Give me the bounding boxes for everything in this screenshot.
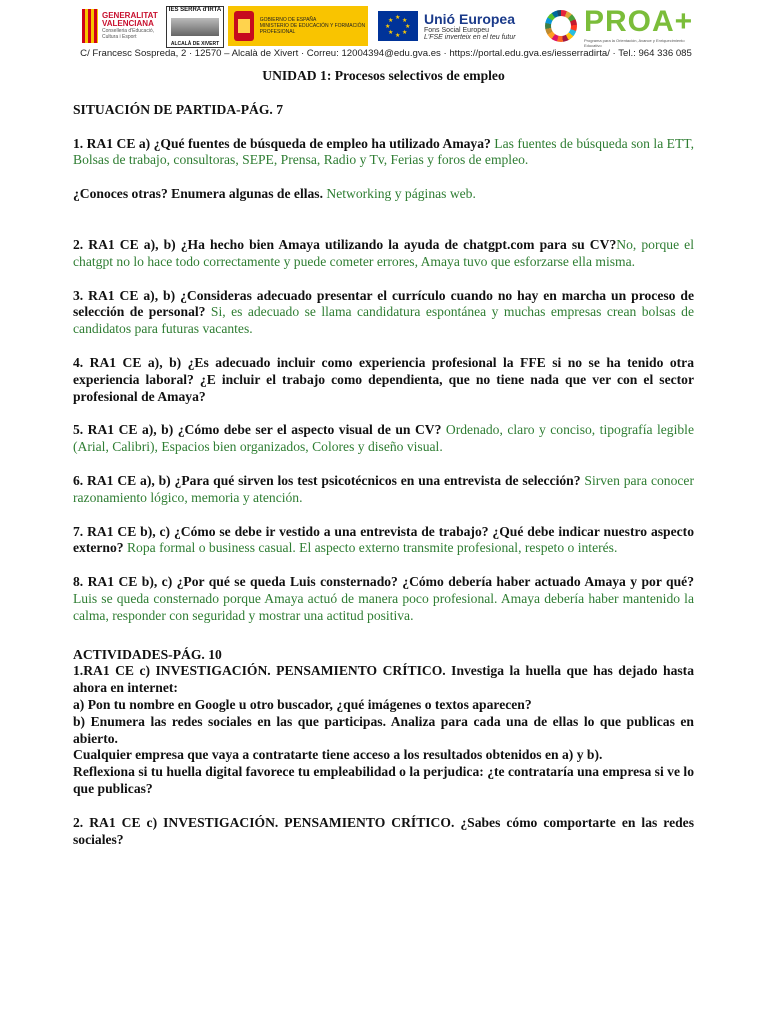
eu-title: Unió Europea [424,11,516,27]
activity-2: 2. RA1 CE c) INVESTIGACIÓN. PENSAMIENTO CRÍTICO. ¿Sabes cómo comportarte en las redes sociales? [73,814,694,847]
school-name: IES SERRA d'IRTA [168,7,222,13]
activity-1-line: b) Enumera las redes sociales en las que participas. Analiza para cada una de ellas lo que publicas en abierto. [73,713,694,746]
question-1b [73,186,694,203]
proa-logo [584,6,702,46]
document-body [73,68,694,848]
document-title: UNIDAD 1: Procesos selectivos de empleo [262,68,505,83]
section-heading-2: ACTIVIDADES-PÁG. 10 [73,646,222,662]
generalitat-sub-2: Cultura i Esport [102,34,137,40]
eu-motto: L'FSE inverteix en el teu futur [424,34,516,41]
question-8 [73,574,694,624]
question-text: 6. RA1 CE a), b) ¿Para qué sirven los test psicotécnicos en una entrevista de selección? [73,472,581,488]
question-1 [73,136,694,170]
answer-text: Ropa formal o business casual. El aspecto externo transmite profesional, respeto o interés. [123,540,618,556]
question-text: 5. RA1 CE a), b) ¿Cómo debe ser el aspecto visual de un CV? [73,422,442,438]
question-text: ¿Conoces otras? Enumera algunas de ellas. [73,186,323,202]
answer-text: Luis se queda consternado porque Amaya actuó de manera poco profesional. Amaya debería haber mantenido la calma, responder con seguridad y mostrar una actitud positiva. [73,590,694,623]
spain-coat-of-arms-icon [234,11,254,41]
question-4 [73,355,694,405]
answer-text: No, porque el chatgpt no lo hace todo correctamente y puede cometer errores, Amaya tuvo que esforzarse ella misma. [73,236,694,269]
school-address: C/ Francesc Sospreda, 2 · 12570 – Alcalà de Xivert · Correu: 12004394@edu.gva.es · https://portal.edu.gva.es/iesserradirta/ · Tel.: 964 336 085 [80,48,692,59]
question-text: 2. RA1 CE a), b) ¿Ha hecho bien Amaya utilizando la ayuda de chatgpt.com para su CV? [73,236,617,252]
ministry-line-1: GOBIERNO DE ESPAÑA [259,17,317,23]
answer-text: Networking y páginas web. [322,186,476,202]
activity-1-line: a) Pon tu nombre en Google u otro buscador, ¿qué imágenes o textos aparecen? [73,696,532,712]
answer-text: Si, es adecuado se llama candidatura espontánea y muchas empresas crean bolsas de candidatos para futuras vacantes. [73,304,694,337]
answer-text: Sirven para conocer razonamiento lógico, memoria y atención. [73,472,694,505]
generalitat-sub-1: Conselleria d'Educació, [102,28,155,34]
question-text: 3. RA1 CE a), b) ¿Consideras adecuado presentar el currículo cuando no hay en marcha un proceso de selección de personal? [73,287,694,320]
letterhead [70,4,702,62]
question-2 [73,237,694,271]
activity-1-line: Reflexiona si tu huella digital favorece tu empleabilidad o la perjudica: ¿te contrataría una empresa si ve lo que publicas? [73,764,694,796]
proa-name: PROA+ [584,5,694,38]
question-6 [73,473,694,507]
senyera-icon [82,9,98,43]
question-text: 1. RA1 CE a) ¿Qué fuentes de búsqueda de empleo ha utilizado Amaya? [73,135,491,151]
proa-tagline: Programa para la Orientación, Avance y Enriquecimiento Educativo [584,38,685,48]
sdg-wheel-icon [542,6,580,46]
generalitat-name-2: VALENCIANA [102,19,154,28]
question-5 [73,422,694,456]
answer-text: Las fuentes de búsqueda son la ETT, Bolsas de trabajo, consultoras, SEPE, Prensa, Radio y Tv, Ferias y foros de empleo. [73,135,694,168]
ministry-logo [228,6,368,46]
generalitat-name-1: GENERALITAT [102,11,158,20]
question-text: 4. RA1 CE a), b) ¿Es adecuado incluir como experiencia profesional la FFE si no se ha tenido otra experiencia laboral? ¿E incluir el trabajo como dependienta, que no tiene nada que ver con el sector profesional de Amaya? [73,354,694,404]
section-heading-1: SITUACIÓN DE PARTIDA-PÁG. 7 [73,101,283,117]
school-image-icon [171,18,219,36]
school-logo [166,6,224,48]
school-place: ALCALÀ DE XIVERT [170,41,220,47]
question-text: 8. RA1 CE b), c) ¿Por qué se queda Luis consternado? ¿Cómo debería haber actuado Amaya y por qué? [73,574,694,590]
activity-1-line: 1.RA1 CE c) INVESTIGACIÓN. PENSAMIENTO CRÍTICO. Investiga la huella que has dejado hasta ahora en internet: [73,663,694,696]
generalitat-logo [82,6,162,46]
question-text: 7. RA1 CE b), c) ¿Cómo se debe ir vestido a una entrevista de trabajo? ¿Qué debe indicar nuestro aspecto externo? [73,523,694,556]
activity-1-line: Cualquier empresa que vaya a contratarte tiene acceso a los resultados obtenidos en a) y b). [73,747,603,763]
question-7 [73,524,694,558]
eu-logo [378,6,538,46]
question-3 [73,288,694,338]
ministry-line-2: MINISTERIO DE EDUCACIÓN Y FORMACIÓN PROFESIONAL [259,23,366,35]
eu-fund: Fons Social Europeu [424,27,489,34]
logo-strip [70,4,702,46]
eu-flag-icon: ★ ★ ★ ★ ★ ★ ★ ★ [378,11,418,41]
answer-text: Ordenado, claro y conciso, tipografía legible (Arial, Calibri), Espacios bien organizados, Colores y diseño visual. [73,422,694,455]
